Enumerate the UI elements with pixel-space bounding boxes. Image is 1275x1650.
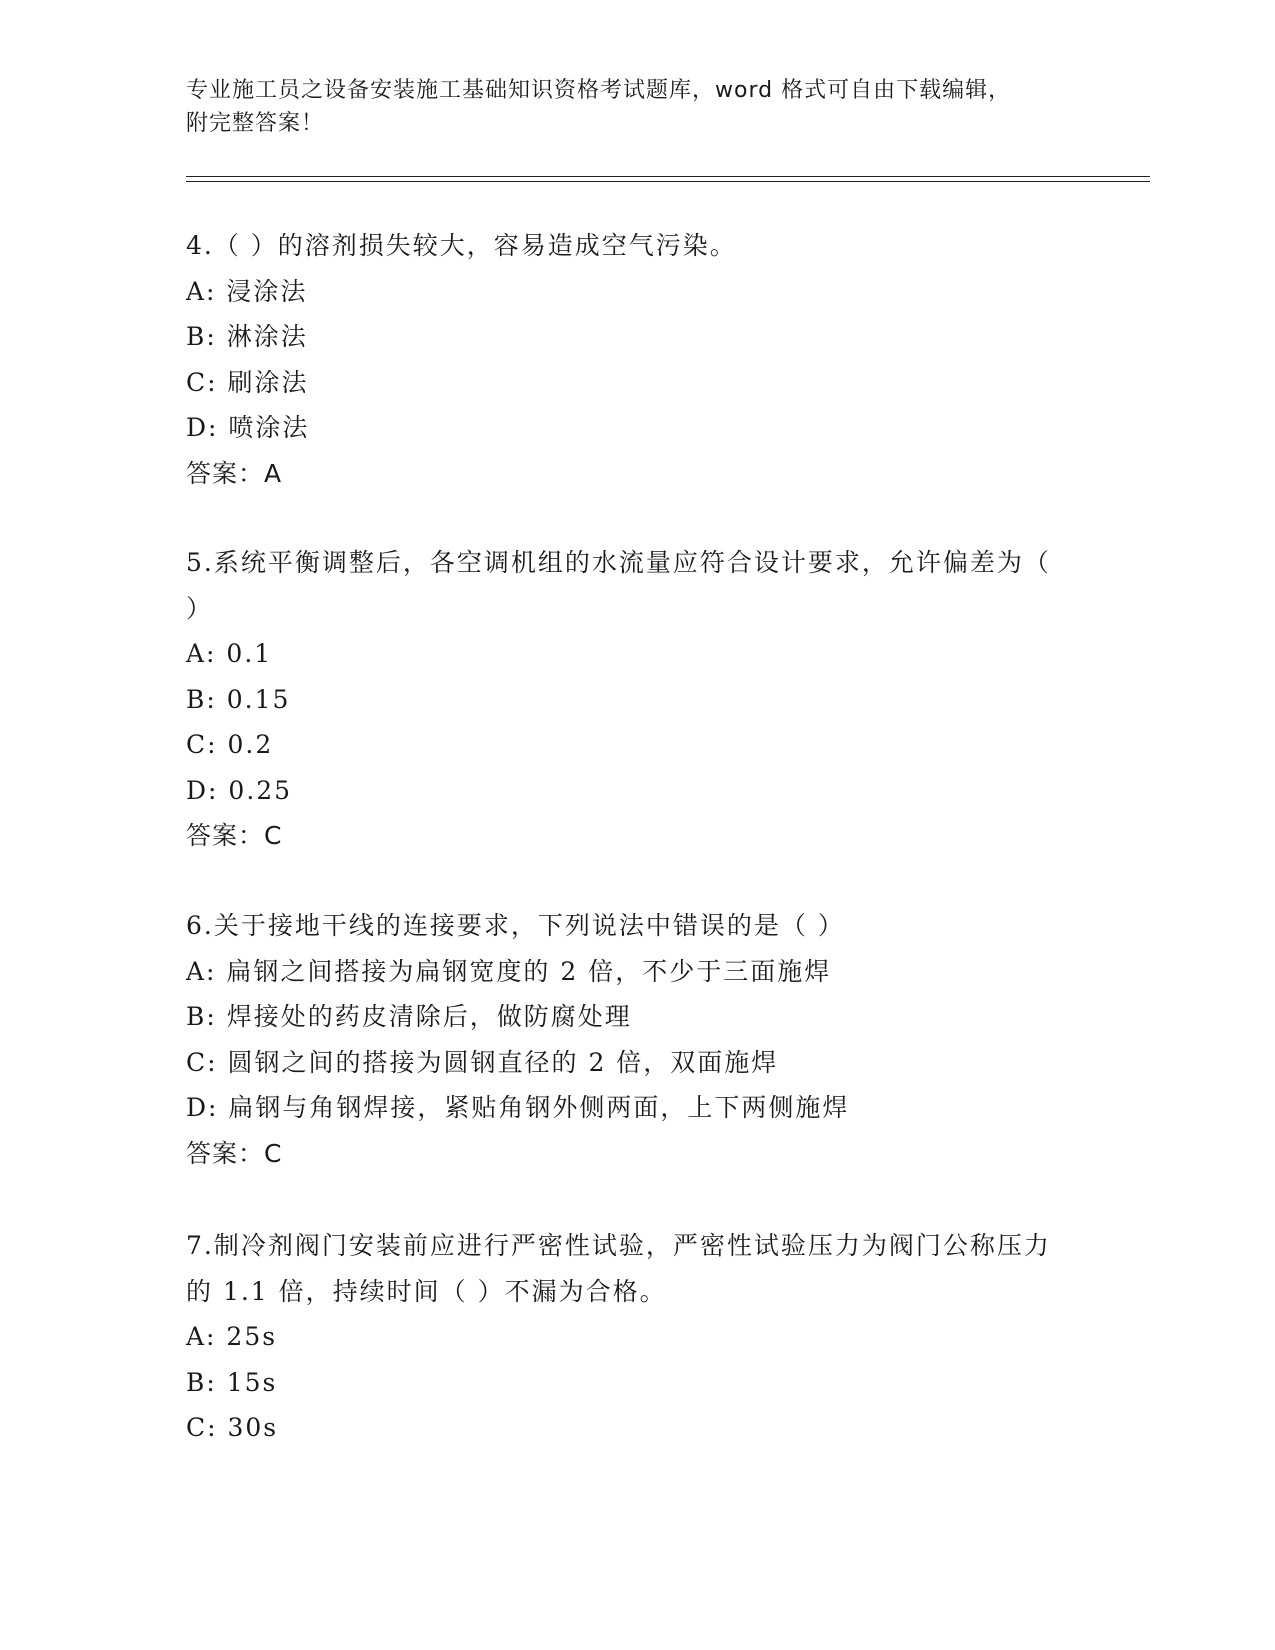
option-b: B: 0.15 xyxy=(186,684,291,714)
question-4 xyxy=(186,223,1086,496)
option-b: B: 淋涂法 xyxy=(186,322,308,351)
option-a: A: 扁钢之间搭接为扁钢宽度的 2 倍，不少于三面施焊 xyxy=(186,956,832,986)
question-stem: 4.（ ）的溶剂损失较大，容易造成空气污染。 xyxy=(186,231,737,260)
question-stem: 7.制冷剂阀门安装前应进行严密性试验，严密性试验压力为阀门公称压力的 1.1 倍，持续时间（ ）不漏为合格。 xyxy=(186,1231,1051,1306)
option-b: B: 15s xyxy=(186,1367,278,1397)
document-header xyxy=(186,74,1086,140)
header-line-2: 附完整答案！ xyxy=(186,111,325,136)
question-5 xyxy=(186,540,1086,859)
option-c: C: 刷涂法 xyxy=(186,367,309,397)
option-a: A: 浸涂法 xyxy=(186,276,308,306)
header-divider-top xyxy=(186,176,1150,177)
option-c: C: 圆钢之间的搭接为圆钢直径的 2 倍，双面施焊 xyxy=(186,1047,779,1077)
option-c: C: 30s xyxy=(186,1413,279,1442)
question-6 xyxy=(186,903,1086,1176)
answer: 答案：A xyxy=(186,458,283,488)
option-a: A: 25s xyxy=(186,1322,278,1351)
option-d: D: 扁钢与角钢焊接，紧贴角钢外侧两面，上下两侧施焊 xyxy=(186,1093,850,1122)
option-a: A: 0.1 xyxy=(186,639,273,668)
header-line-1: 专业施工员之设备安装施工基础知识资格考试题库，word 格式可自由下载编辑， xyxy=(186,78,1012,103)
option-b: B: 焊接处的药皮清除后，做防腐处理 xyxy=(186,1002,632,1031)
option-c: C: 0.2 xyxy=(186,730,274,759)
question-stem: 5.系统平衡调整后，各空调机组的水流量应符合设计要求，允许偏差为（ ） xyxy=(186,548,1051,623)
question-7 xyxy=(186,1223,1086,1451)
question-stem: 6.关于接地干线的连接要求，下列说法中错误的是（ ） xyxy=(186,911,845,940)
option-d: D: 喷涂法 xyxy=(186,413,310,442)
header-divider-bottom xyxy=(186,181,1150,182)
answer: 答案：C xyxy=(186,1138,283,1168)
option-d: D: 0.25 xyxy=(186,775,293,805)
answer: 答案：C xyxy=(186,821,283,850)
